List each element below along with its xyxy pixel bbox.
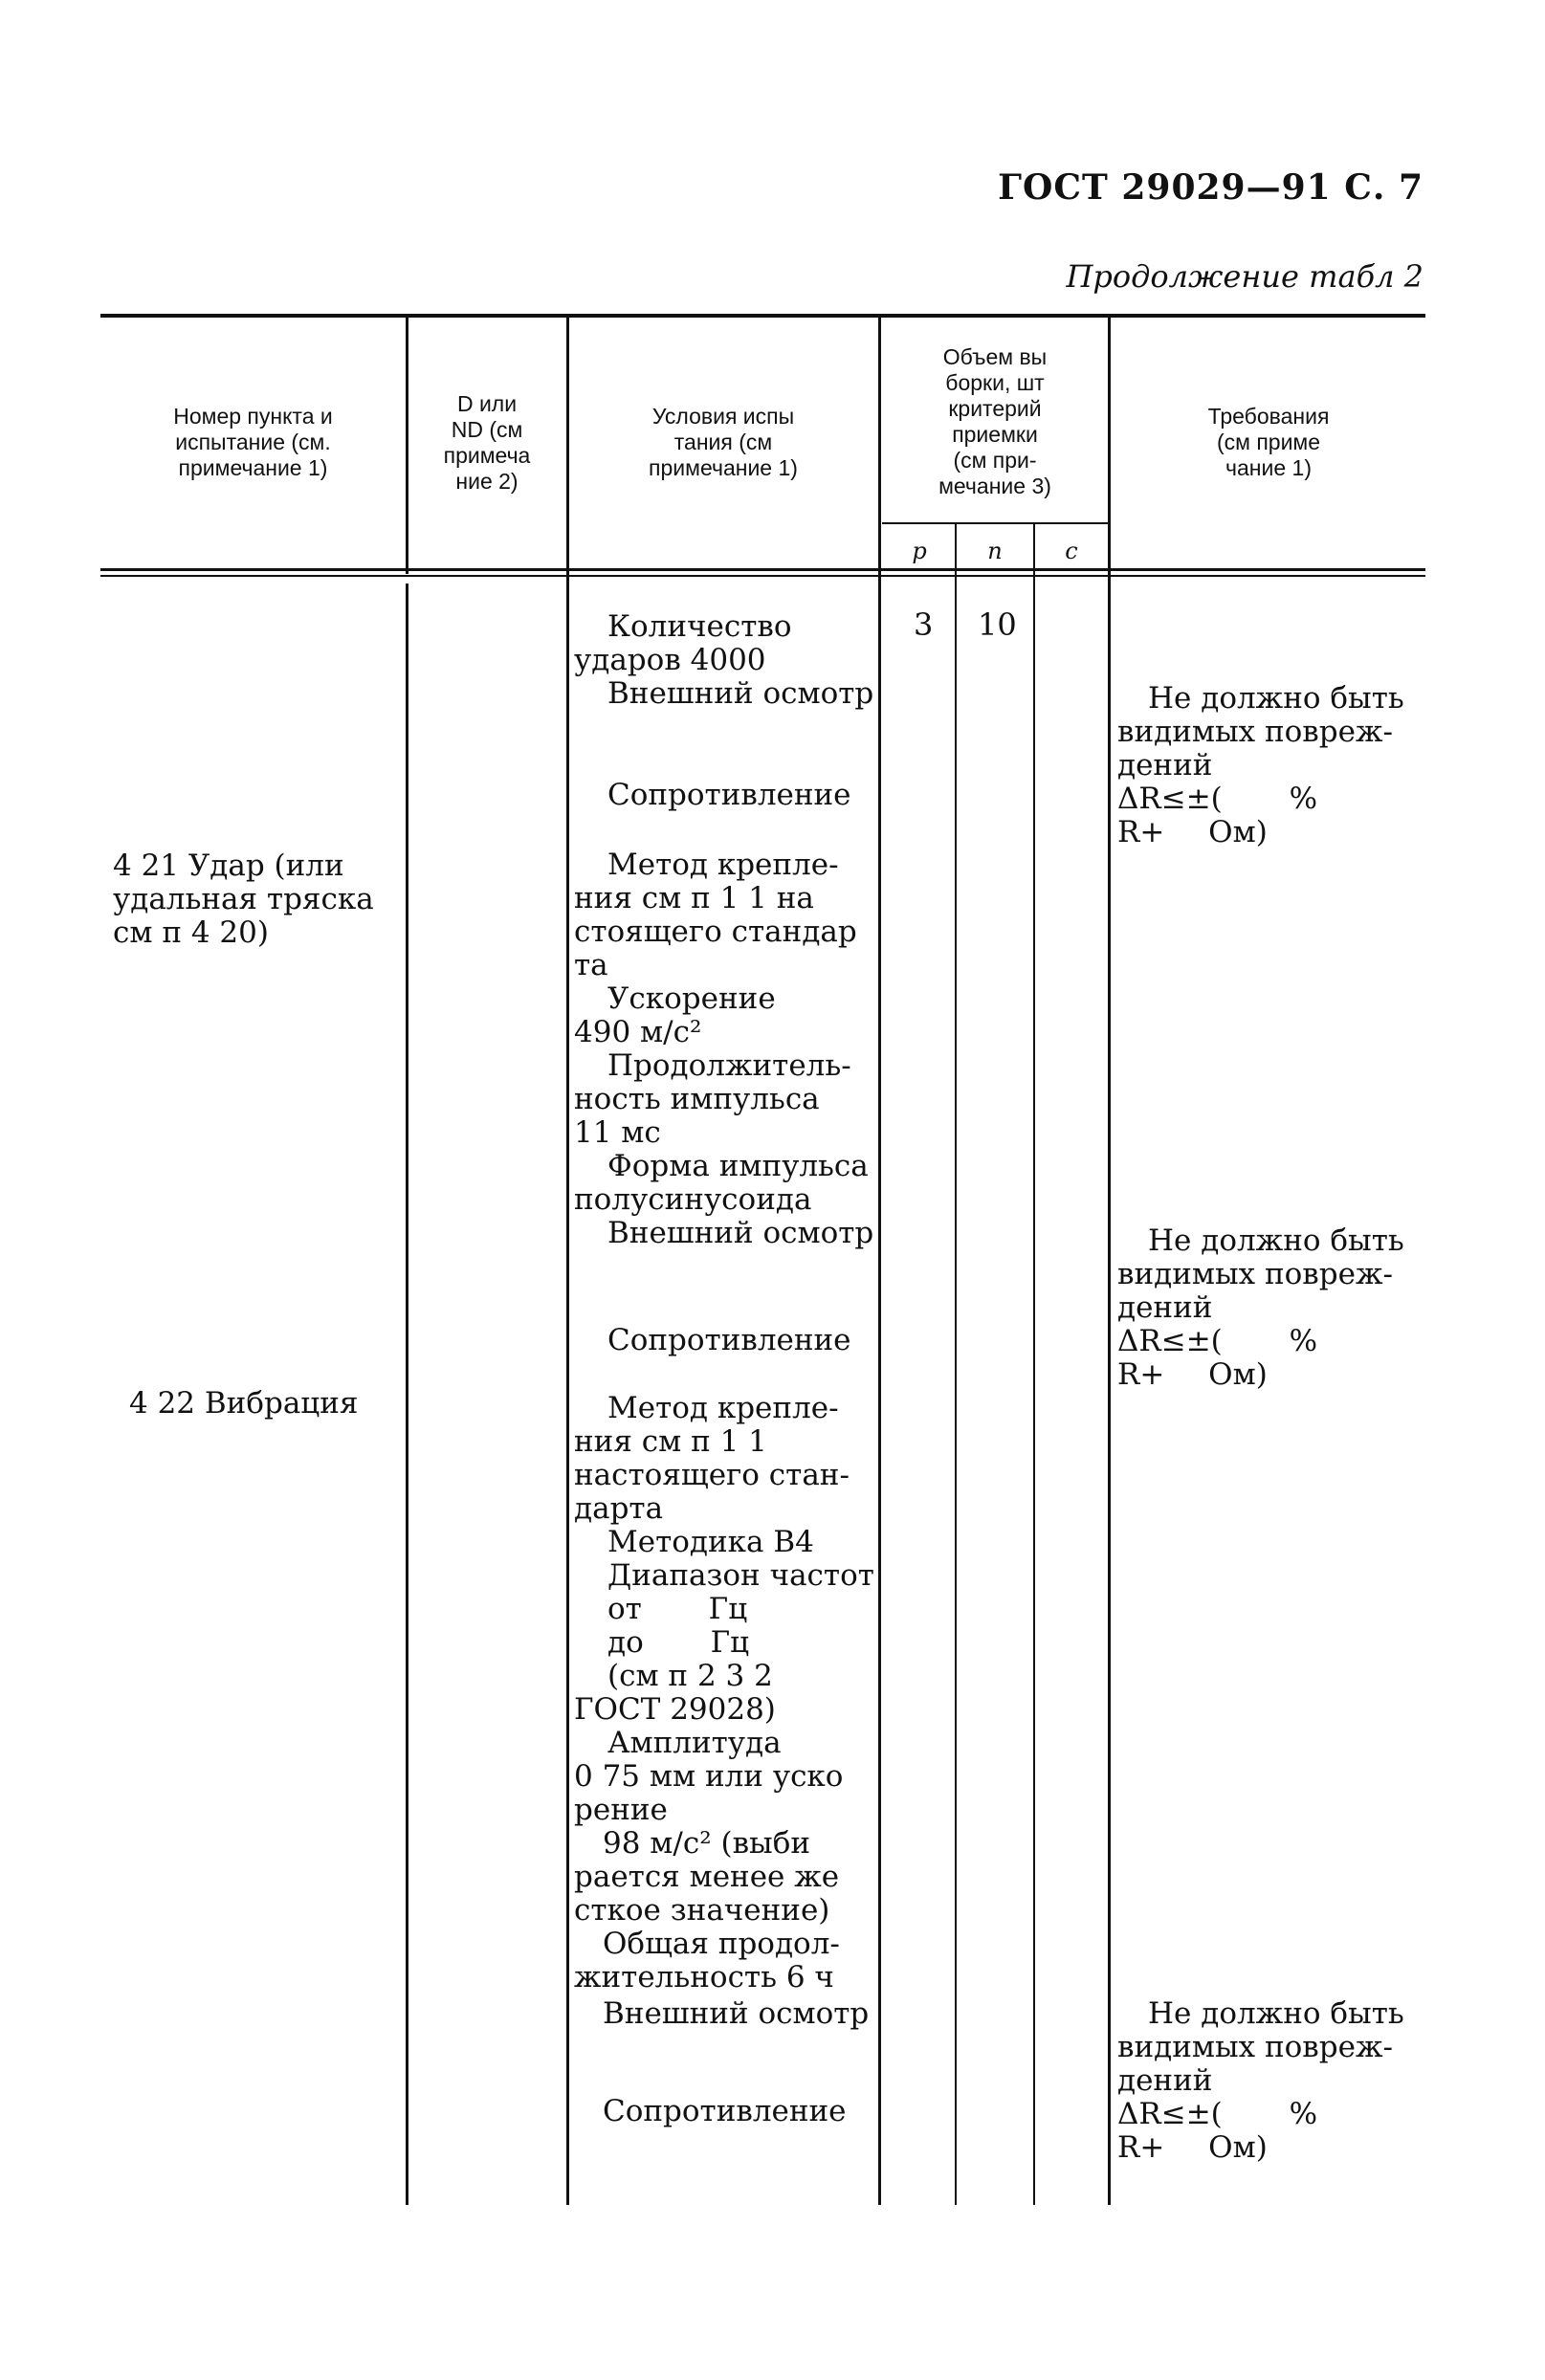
requirement-line: Не должно быть xyxy=(1148,681,1404,716)
condition-line: Амплитуда xyxy=(607,1726,782,1760)
condition-line: Количество xyxy=(607,609,792,644)
header-conditions: Условия испы тания (см примечание 1) xyxy=(649,404,798,480)
header-item: Номер пункта и испытание (см. примечание 1) xyxy=(173,404,333,480)
requirement-line: дений xyxy=(1117,2063,1213,2098)
requirement-line: Не должно быть xyxy=(1148,1996,1404,2031)
condition-line: 0 75 мм или уско xyxy=(574,1759,844,1794)
condition-line: Внешний осмотр xyxy=(607,676,874,711)
requirement-line: R+ Ом) xyxy=(1117,1357,1268,1392)
header-d-nd: D или ND (см примеча ние 2) xyxy=(443,390,531,494)
condition-line: Форма импульса xyxy=(607,1149,869,1183)
sample-value-n: 10 xyxy=(978,606,1017,643)
condition-line: жительность 6 ч xyxy=(574,1960,834,1994)
requirement-line: видимых повреж- xyxy=(1117,1257,1393,1291)
header-bottom-rule-2 xyxy=(100,575,1425,577)
col-sep-3 xyxy=(878,316,881,2205)
col-sep-1 xyxy=(406,316,408,574)
requirement-line: видимых повреж- xyxy=(1117,715,1393,749)
col-sep-n-c xyxy=(1033,524,1035,2205)
condition-line: та xyxy=(574,948,608,982)
condition-line: 98 м/с² (выби xyxy=(603,1826,811,1861)
condition-line: дарта xyxy=(574,1491,664,1526)
condition-line: полусинусоида xyxy=(574,1182,812,1217)
condition-line: Внешний осмотр xyxy=(607,1216,874,1250)
requirement-line: R+ Ом) xyxy=(1117,815,1268,849)
header-bottom-rule xyxy=(100,568,1425,571)
condition-line: Метод крепле- xyxy=(607,848,839,882)
condition-line: Общая продол- xyxy=(603,1927,840,1961)
item-4-22-line-1: 4 22 Вибрация xyxy=(129,1386,359,1421)
condition-line: ударов 4000 xyxy=(574,643,766,677)
col-sep-4 xyxy=(1108,316,1111,2205)
requirement-line: ΔR≤±( % xyxy=(1117,2097,1318,2131)
requirement-line: ΔR≤±( % xyxy=(1117,1324,1318,1358)
item-4-21-line-3: см п 4 20) xyxy=(113,915,269,950)
continuation-label: Продолжение табл 2 xyxy=(1066,258,1424,295)
condition-line: Метод крепле- xyxy=(607,1391,839,1425)
header-requirements: Требования (см приме чание 1) xyxy=(1207,404,1330,480)
requirement-line: дений xyxy=(1117,1290,1213,1325)
subheader-c: c xyxy=(1065,538,1078,564)
condition-line: до Гц xyxy=(607,1625,750,1660)
condition-line: Сопротивление xyxy=(607,1323,851,1357)
condition-line: рается менее же xyxy=(574,1860,840,1894)
condition-line: Сопротивление xyxy=(603,2094,847,2128)
col-sep-2 xyxy=(566,316,569,2205)
item-4-21-line-1: 4 21 Удар (или xyxy=(113,848,344,883)
sample-value-p: 3 xyxy=(914,606,934,643)
sample-subheader-rule xyxy=(882,522,1110,524)
requirement-line: R+ Ом) xyxy=(1117,2130,1268,2165)
condition-line: Диапазон частот xyxy=(607,1558,874,1593)
condition-line: настоящего стан- xyxy=(574,1458,850,1492)
condition-line: Внешний осмотр xyxy=(603,1996,870,2031)
requirement-line: ΔR≤±( % xyxy=(1117,782,1318,816)
subheader-p: p xyxy=(912,538,927,564)
condition-line: 11 мс xyxy=(574,1115,661,1150)
condition-line: ния см п 1 1 xyxy=(574,1424,767,1459)
condition-line: 490 м/с² xyxy=(574,1015,702,1049)
condition-line: Продолжитель- xyxy=(607,1048,851,1083)
condition-line: ГОСТ 29028) xyxy=(574,1692,776,1727)
condition-line: Методика В4 xyxy=(607,1525,814,1559)
condition-line: стоящего стандар xyxy=(574,915,857,949)
condition-line: рение xyxy=(574,1793,668,1827)
requirement-line: дений xyxy=(1117,748,1213,782)
header-sample: Объем вы борки, шт критерий приемки (см при- мечание 3) xyxy=(938,344,1051,498)
condition-line: от Гц xyxy=(607,1592,748,1626)
col-sep-1-body xyxy=(406,584,408,2205)
condition-line: ность импульса xyxy=(574,1082,820,1116)
condition-line: ния см п 1 1 на xyxy=(574,881,814,915)
page-header: ГОСТ 29029—91 С. 7 xyxy=(998,167,1424,208)
table-top-rule xyxy=(100,314,1425,318)
condition-line: сткое значение) xyxy=(574,1893,830,1928)
requirement-line: Не должно быть xyxy=(1148,1223,1404,1258)
condition-line: Сопротивление xyxy=(607,778,851,812)
col-sep-p-n xyxy=(955,524,957,2205)
requirement-line: видимых повреж- xyxy=(1117,2030,1393,2064)
condition-line: Ускорение xyxy=(607,981,776,1016)
item-4-21-line-2: удальная тряска xyxy=(113,882,374,916)
condition-line: (см п 2 3 2 xyxy=(607,1659,773,1693)
subheader-n: n xyxy=(987,538,1003,564)
